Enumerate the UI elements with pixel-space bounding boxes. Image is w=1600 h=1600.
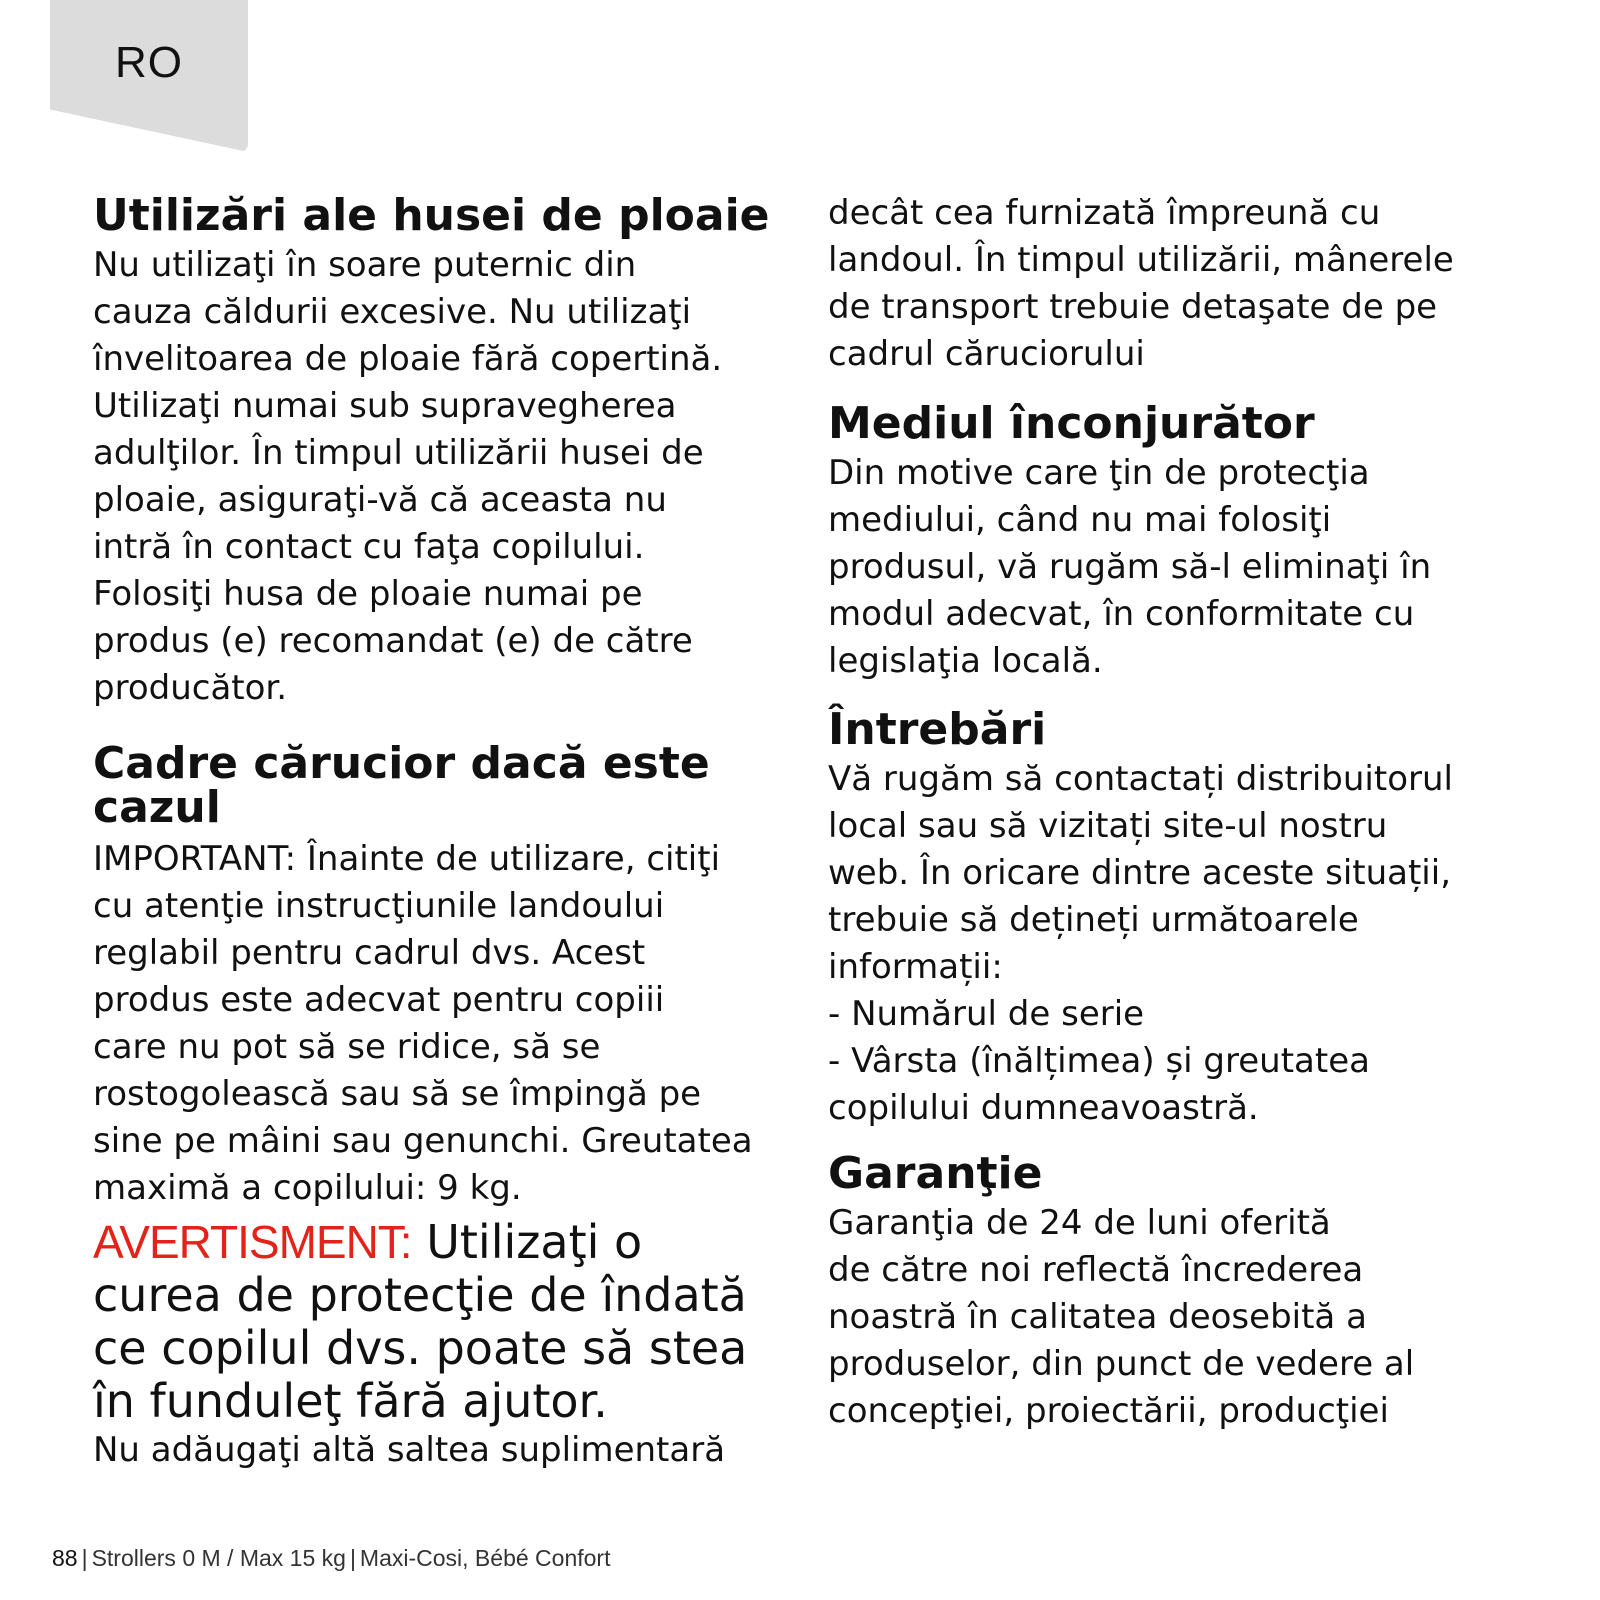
footer-brand: Maxi-Cosi, Bébé Confort: [359, 1545, 611, 1571]
section-questions: [828, 704, 1528, 1132]
footer-separator: |: [349, 1545, 356, 1571]
language-label: RO: [115, 38, 183, 87]
section-rain-cover: [93, 190, 773, 712]
section-stroller-frames: [93, 738, 773, 1472]
section-body: Nu utilizaţi în soare puternic din cauza căldurii excesive. Nu utilizaţi învelitoarea de ploaie fără copertină. Utilizaţi numai sub supravegherea adulţilor. În timpul utilizării husei de ploaie, asiguraţi-vă că aceasta nu intră în contact cu faţa copilului. Folosiţi husa de ploaie numai pe produs (e) recomandat (e) de către producător.: [93, 245, 723, 708]
section-title: Garanţie: [828, 1148, 1043, 1199]
section-body: Garanţia de 24 de luni oferită de către noi reflectă încrederea noastră în calitatea deosebită a produselor, din punct de vedere al concepţiei, proiectării, producţiei: [828, 1203, 1415, 1431]
section-body: Din motive care ţin de protecţia mediului, când nu mai folosiţi produsul, vă rugăm să-l eliminaţi în modul adecvat, în conformitate cu legislaţia locală.: [828, 453, 1432, 681]
warning-label: AVERTISMENT:: [93, 1216, 412, 1268]
section-body: decât cea furnizată împreună cu landoul. În timpul utilizării, mânerele de transport trebuie detaşate de pe cadrul căruciorului: [828, 193, 1454, 374]
warning-block: [93, 1216, 773, 1428]
page-number: 88: [52, 1545, 78, 1571]
section-continuation: [828, 190, 1528, 378]
footer-separator: |: [81, 1545, 88, 1571]
section-body: Vă rugăm să contactați distribuitorul local sau să vizitați site-ul nostru web. În oricare dintre aceste situații, trebuie să dețineți următoarele informații: - Numărul de serie - Vârsta (înălțimea) și greutatea copilului dumneavoastră.: [828, 759, 1453, 1128]
section-warranty: [828, 1148, 1528, 1435]
section-title: Utilizări ale husei de ploaie: [93, 190, 770, 241]
section-environment: [828, 398, 1528, 685]
section-title: Cadre cărucior dacă este cazul: [93, 738, 710, 833]
section-body: IMPORTANT: Înainte de utilizare, citiţi cu atenţie instrucţiunile landoului reglabil pentru cadrul dvs. Acest produs este adecvat pentru copiii care nu pot să se ridice, să se rostogolească sau să se împingă pe sine pe mâini sau genunchi. Greutatea maximă a copilului: 9 kg.: [93, 839, 753, 1208]
section-title: Întrebări: [828, 704, 1047, 755]
section-body-continued: Nu adăugaţi altă saltea suplimentară: [93, 1430, 726, 1470]
footer-product: Strollers 0 M / Max 15 kg: [91, 1545, 346, 1571]
page-footer: [52, 1545, 610, 1572]
section-title: Mediul înconjurător: [828, 398, 1315, 449]
warning-text: Utilizaţi o curea de protecţie de îndată ce copilul dvs. poate să stea în funduleţ fără ajutor.: [93, 1215, 748, 1428]
